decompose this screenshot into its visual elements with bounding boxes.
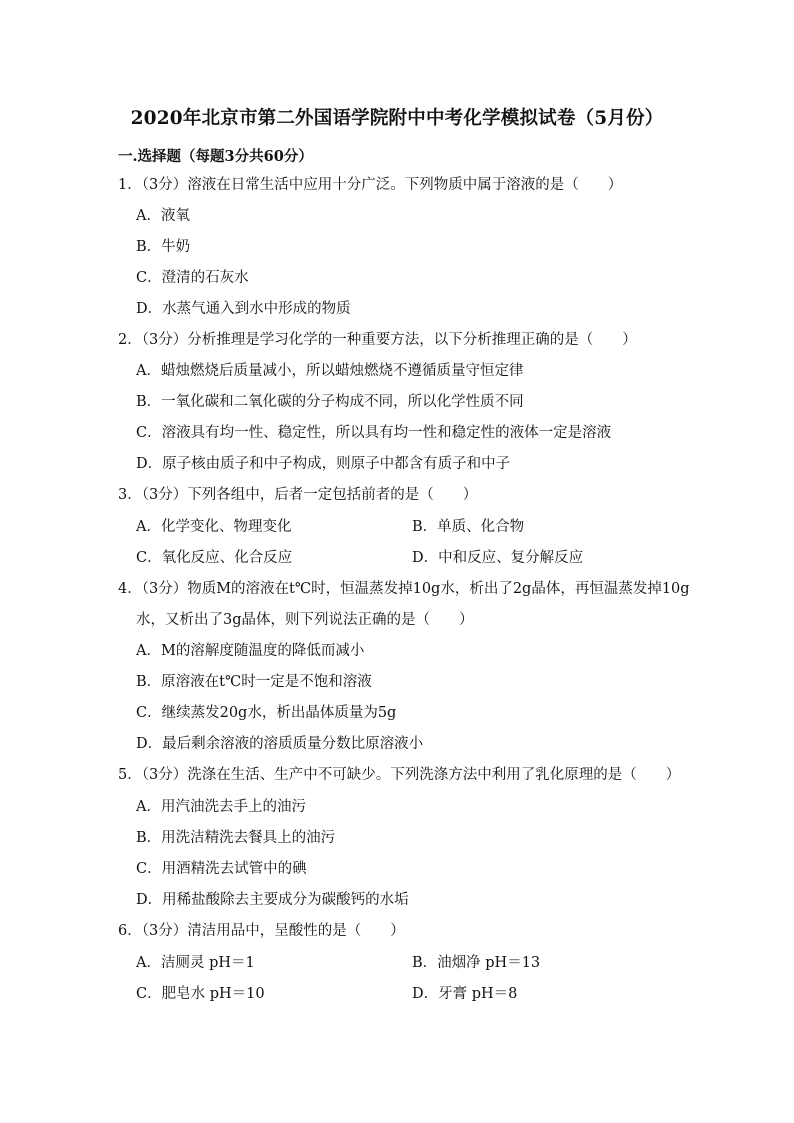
question-5-option-a: A．用汽油洗去手上的油污 xyxy=(136,799,306,815)
question-5-option-c: C．用酒精洗去试管中的碘 xyxy=(136,861,307,877)
page-title: 2020年北京市第二外国语学院附中中考化学模拟试卷（5月份） xyxy=(130,108,664,129)
question-5-option-d: D．用稀盐酸除去主要成分为碳酸钙的水垢 xyxy=(136,892,409,908)
question-2-stem: 2．（3分）分析推理是学习化学的一种重要方法，以下分析推理正确的是（ ） xyxy=(118,332,637,348)
question-6-option-a: A．洁厕灵 pH＝1 xyxy=(136,955,255,971)
question-1-option-b: B．牛奶 xyxy=(136,239,191,255)
question-4-stem: 4．（3分）物质M的溶液在t℃时，恒温蒸发掉10g水，析出了2g晶体，再恒温蒸发掉10g xyxy=(118,581,690,597)
question-4-option-a: A．M的溶解度随温度的降低而减小 xyxy=(136,643,365,659)
question-3-option-b: B．单质、化合物 xyxy=(412,519,525,535)
question-4-option-c: C．继续蒸发20g水，析出晶体质量为5g xyxy=(136,705,397,721)
question-6-option-b: B．油烟净 pH＝13 xyxy=(412,955,541,971)
question-2-option-c: C．溶液具有均一性、稳定性，所以具有均一性和稳定性的液体一定是溶液 xyxy=(136,425,612,441)
question-6-option-d: D．牙膏 pH＝8 xyxy=(412,986,518,1002)
question-4-option-b: B．原溶液在t℃时一定是不饱和溶液 xyxy=(136,674,372,690)
question-1-option-d: D．水蒸气通入到水中形成的物质 xyxy=(136,301,351,317)
question-3-stem: 3．（3分）下列各组中，后者一定包括前者的是（ ） xyxy=(118,487,478,503)
question-2-option-a: A．蜡烛燃烧后质量减小，所以蜡烛燃烧不遵循质量守恒定律 xyxy=(136,363,524,379)
question-6-option-c: C．肥皂水 pH＝10 xyxy=(136,986,265,1002)
question-5-stem: 5．（3分）洗涤在生活、生产中不可缺少。下列洗涤方法中利用了乳化原理的是（ ） xyxy=(118,767,681,783)
question-4-option-d: D．最后剩余溶液的溶质质量分数比原溶液小 xyxy=(136,736,424,752)
question-4-stem-continued: 水，又析出了3g晶体，则下列说法正确的是（ ） xyxy=(136,612,474,628)
question-3-option-c: C．氧化反应、化合反应 xyxy=(136,550,293,566)
question-5-option-b: B．用洗洁精洗去餐具上的油污 xyxy=(136,830,336,846)
section-heading: 一.选择题（每题3分共60分） xyxy=(118,148,313,165)
question-2-option-d: D．原子核由质子和中子构成，则原子中都含有质子和中子 xyxy=(136,456,511,472)
question-6-stem: 6．（3分）清洁用品中，呈酸性的是（ ） xyxy=(118,923,405,939)
question-1-option-a: A．液氧 xyxy=(136,208,190,224)
question-1-stem: 1．（3分）溶液在日常生活中应用十分广泛。下列物质中属于溶液的是（ ） xyxy=(118,177,623,193)
question-1-option-c: C．澄清的石灰水 xyxy=(136,270,249,286)
question-3-option-d: D．中和反应、复分解反应 xyxy=(412,550,584,566)
question-3-option-a: A．化学变化、物理变化 xyxy=(136,519,292,535)
question-2-option-b: B．一氧化碳和二氧化碳的分子构成不同，所以化学性质不同 xyxy=(136,394,524,410)
